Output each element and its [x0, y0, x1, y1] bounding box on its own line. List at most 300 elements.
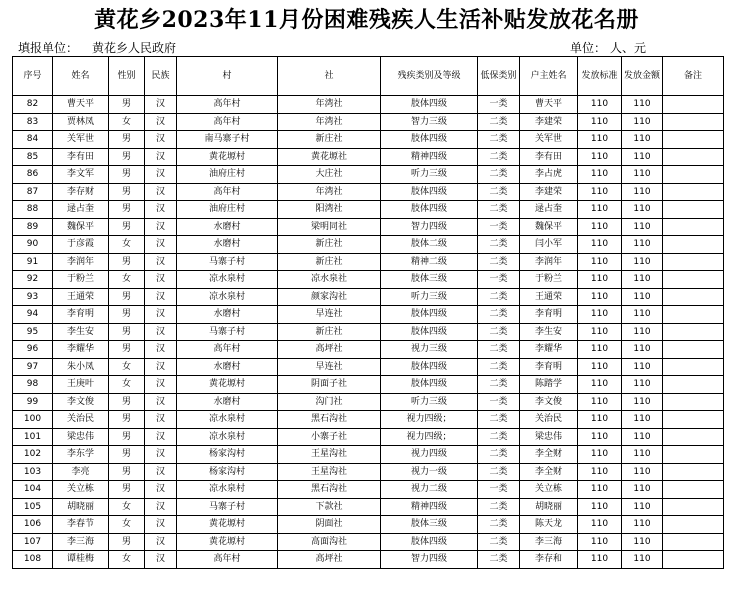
- cell-gender: 女: [109, 113, 145, 131]
- cell-remarks: [663, 288, 724, 306]
- cell-welfare-category: 二类: [478, 498, 520, 516]
- cell-village: 马寨子村: [177, 323, 278, 341]
- column-header-remarks: 备注: [663, 57, 724, 96]
- column-header-standard: 发放标准: [578, 57, 622, 96]
- cell-disability: 肢体四级: [381, 306, 478, 324]
- cell-index: 102: [13, 446, 53, 464]
- cell-welfare-category: 二类: [478, 131, 520, 149]
- cell-welfare-category: 二类: [478, 376, 520, 394]
- cell-name: 李育明: [53, 306, 109, 324]
- cell-disability: 视力一级: [381, 463, 478, 481]
- cell-ethnicity: 汉: [145, 446, 177, 464]
- cell-gender: 男: [109, 96, 145, 114]
- cell-amount: 110: [622, 446, 663, 464]
- cell-community: 王星沟社: [278, 446, 381, 464]
- cell-gender: 男: [109, 393, 145, 411]
- cell-amount: 110: [622, 551, 663, 569]
- cell-household-head: 胡晓丽: [520, 498, 578, 516]
- table-row: [13, 516, 724, 534]
- cell-community: 早连社: [278, 358, 381, 376]
- cell-disability: 视力四级；: [381, 411, 478, 429]
- cell-gender: 男: [109, 288, 145, 306]
- column-header-name: 姓名: [53, 57, 109, 96]
- cell-standard: 110: [578, 428, 622, 446]
- table-row: [13, 271, 724, 289]
- cell-household-head: 李全财: [520, 463, 578, 481]
- cell-welfare-category: 二类: [478, 428, 520, 446]
- cell-welfare-category: 二类: [478, 551, 520, 569]
- table-row: [13, 183, 724, 201]
- cell-welfare-category: 二类: [478, 201, 520, 219]
- cell-amount: 110: [622, 481, 663, 499]
- cell-amount: 110: [622, 358, 663, 376]
- cell-disability: 视力二级: [381, 481, 478, 499]
- cell-household-head: 李建荣: [520, 183, 578, 201]
- cell-standard: 110: [578, 498, 622, 516]
- cell-household-head: 李存和: [520, 551, 578, 569]
- cell-amount: 110: [622, 183, 663, 201]
- cell-remarks: [663, 148, 724, 166]
- cell-amount: 110: [622, 201, 663, 219]
- cell-gender: 男: [109, 323, 145, 341]
- cell-household-head: 李润年: [520, 253, 578, 271]
- cell-community: 阴面社: [278, 516, 381, 534]
- cell-village: 水磨村: [177, 236, 278, 254]
- table-row: [13, 551, 724, 569]
- cell-community: 凉水泉社: [278, 271, 381, 289]
- cell-index: 100: [13, 411, 53, 429]
- cell-welfare-category: 一类: [478, 481, 520, 499]
- cell-disability: 视力四级: [381, 446, 478, 464]
- cell-gender: 女: [109, 271, 145, 289]
- cell-village: 水磨村: [177, 218, 278, 236]
- cell-village: 马寨子村: [177, 253, 278, 271]
- cell-remarks: [663, 113, 724, 131]
- measurement-unit: [570, 40, 646, 56]
- cell-name: 李三海: [53, 533, 109, 551]
- cell-welfare-category: 二类: [478, 236, 520, 254]
- cell-standard: 110: [578, 218, 622, 236]
- cell-community: 早连社: [278, 306, 381, 324]
- cell-disability: 肢体三级: [381, 271, 478, 289]
- cell-disability: 智力四级: [381, 551, 478, 569]
- cell-ethnicity: 汉: [145, 428, 177, 446]
- cell-index: 86: [13, 166, 53, 184]
- cell-household-head: 陈踏学: [520, 376, 578, 394]
- cell-community: 年湾社: [278, 113, 381, 131]
- cell-welfare-category: 二类: [478, 446, 520, 464]
- cell-welfare-category: 二类: [478, 113, 520, 131]
- cell-village: 凉水泉村: [177, 411, 278, 429]
- cell-standard: 110: [578, 341, 622, 359]
- cell-gender: 男: [109, 306, 145, 324]
- cell-standard: 110: [578, 288, 622, 306]
- cell-remarks: [663, 551, 724, 569]
- cell-remarks: [663, 533, 724, 551]
- cell-index: 90: [13, 236, 53, 254]
- cell-index: 104: [13, 481, 53, 499]
- subsidy-table: [12, 56, 724, 569]
- cell-index: 99: [13, 393, 53, 411]
- cell-amount: 110: [622, 131, 663, 149]
- cell-welfare-category: 二类: [478, 463, 520, 481]
- cell-household-head: 关立栋: [520, 481, 578, 499]
- cell-village: 高年村: [177, 551, 278, 569]
- cell-amount: 110: [622, 288, 663, 306]
- cell-household-head: 关治民: [520, 411, 578, 429]
- cell-amount: 110: [622, 516, 663, 534]
- cell-household-head: 李生安: [520, 323, 578, 341]
- table-header: [13, 57, 724, 96]
- cell-household-head: 曹天平: [520, 96, 578, 114]
- table-row: [13, 481, 724, 499]
- cell-standard: 110: [578, 376, 622, 394]
- cell-village: 杨家沟村: [177, 446, 278, 464]
- cell-name: 朱小凤: [53, 358, 109, 376]
- cell-ethnicity: 汉: [145, 253, 177, 271]
- table-row: [13, 131, 724, 149]
- cell-remarks: [663, 236, 724, 254]
- table-row: [13, 253, 724, 271]
- cell-welfare-category: 二类: [478, 516, 520, 534]
- cell-gender: 男: [109, 463, 145, 481]
- cell-community: 新庄社: [278, 323, 381, 341]
- cell-community: 颜家沟社: [278, 288, 381, 306]
- cell-disability: 精神四级: [381, 498, 478, 516]
- cell-ethnicity: 汉: [145, 288, 177, 306]
- cell-welfare-category: 二类: [478, 288, 520, 306]
- cell-name: 李东学: [53, 446, 109, 464]
- cell-name: 李春节: [53, 516, 109, 534]
- table-row: [13, 113, 724, 131]
- cell-index: 98: [13, 376, 53, 394]
- cell-index: 108: [13, 551, 53, 569]
- cell-ethnicity: 汉: [145, 323, 177, 341]
- cell-community: 年湾社: [278, 96, 381, 114]
- cell-community: 大庄社: [278, 166, 381, 184]
- cell-name: 梁忠伟: [53, 428, 109, 446]
- cell-community: 黄花塬社: [278, 148, 381, 166]
- table-row: [13, 498, 724, 516]
- cell-remarks: [663, 306, 724, 324]
- column-header-gender: 性别: [109, 57, 145, 96]
- cell-household-head: 李耀华: [520, 341, 578, 359]
- column-header-household-head: 户主姓名: [520, 57, 578, 96]
- cell-remarks: [663, 481, 724, 499]
- cell-disability: 肢体四级: [381, 183, 478, 201]
- cell-household-head: 闫小军: [520, 236, 578, 254]
- cell-household-head: 于粉兰: [520, 271, 578, 289]
- cell-name: 于粉兰: [53, 271, 109, 289]
- cell-disability: 肢体四级: [381, 323, 478, 341]
- cell-remarks: [663, 253, 724, 271]
- column-header-index: 序号: [13, 57, 53, 96]
- cell-name: 关治民: [53, 411, 109, 429]
- cell-community: 下款社: [278, 498, 381, 516]
- cell-gender: 男: [109, 341, 145, 359]
- cell-village: 高年村: [177, 341, 278, 359]
- cell-gender: 男: [109, 428, 145, 446]
- cell-village: 凉水泉村: [177, 271, 278, 289]
- cell-ethnicity: 汉: [145, 411, 177, 429]
- cell-disability: 肢体四级: [381, 358, 478, 376]
- cell-welfare-category: 二类: [478, 323, 520, 341]
- cell-standard: 110: [578, 533, 622, 551]
- cell-remarks: [663, 166, 724, 184]
- column-header-ethnicity: 民族: [145, 57, 177, 96]
- cell-gender: 男: [109, 201, 145, 219]
- cell-ethnicity: 汉: [145, 306, 177, 324]
- cell-community: 王星沟社: [278, 463, 381, 481]
- cell-standard: 110: [578, 131, 622, 149]
- cell-ethnicity: 汉: [145, 148, 177, 166]
- cell-amount: 110: [622, 253, 663, 271]
- cell-welfare-category: 二类: [478, 306, 520, 324]
- cell-ethnicity: 汉: [145, 341, 177, 359]
- cell-remarks: [663, 393, 724, 411]
- cell-ethnicity: 汉: [145, 481, 177, 499]
- cell-disability: 精神四级: [381, 148, 478, 166]
- cell-name: 谭桂梅: [53, 551, 109, 569]
- cell-community: 高坪社: [278, 551, 381, 569]
- header-row: [13, 57, 724, 96]
- column-header-community: 社: [278, 57, 381, 96]
- cell-name: 李有田: [53, 148, 109, 166]
- cell-index: 94: [13, 306, 53, 324]
- cell-community: 新庄社: [278, 131, 381, 149]
- table-row: [13, 463, 724, 481]
- cell-index: 88: [13, 201, 53, 219]
- cell-ethnicity: 汉: [145, 131, 177, 149]
- cell-ethnicity: 汉: [145, 201, 177, 219]
- cell-index: 106: [13, 516, 53, 534]
- cell-community: 沟门社: [278, 393, 381, 411]
- cell-ethnicity: 汉: [145, 551, 177, 569]
- cell-welfare-category: 一类: [478, 96, 520, 114]
- column-header-disability: 残疾类别及等级: [381, 57, 478, 96]
- cell-ethnicity: 汉: [145, 96, 177, 114]
- cell-index: 101: [13, 428, 53, 446]
- cell-amount: 110: [622, 411, 663, 429]
- cell-household-head: 魏保平: [520, 218, 578, 236]
- cell-gender: 男: [109, 481, 145, 499]
- cell-remarks: [663, 96, 724, 114]
- cell-index: 105: [13, 498, 53, 516]
- cell-village: 黄花塬村: [177, 533, 278, 551]
- cell-welfare-category: 二类: [478, 358, 520, 376]
- cell-gender: 女: [109, 498, 145, 516]
- cell-standard: 110: [578, 236, 622, 254]
- cell-standard: 110: [578, 113, 622, 131]
- cell-amount: 110: [622, 271, 663, 289]
- cell-standard: 110: [578, 393, 622, 411]
- table-row: [13, 201, 724, 219]
- cell-gender: 女: [109, 358, 145, 376]
- column-header-village: 村: [177, 57, 278, 96]
- cell-name: 李润年: [53, 253, 109, 271]
- cell-standard: 110: [578, 253, 622, 271]
- column-header-amount: 发放金额: [622, 57, 663, 96]
- table-row: [13, 166, 724, 184]
- cell-remarks: [663, 498, 724, 516]
- table-row: [13, 411, 724, 429]
- cell-gender: 女: [109, 376, 145, 394]
- cell-standard: 110: [578, 411, 622, 429]
- cell-remarks: [663, 271, 724, 289]
- cell-index: 92: [13, 271, 53, 289]
- cell-village: 黄花塬村: [177, 376, 278, 394]
- cell-name: 逯占奎: [53, 201, 109, 219]
- cell-name: 关立栋: [53, 481, 109, 499]
- cell-remarks: [663, 183, 724, 201]
- cell-community: 高坪社: [278, 341, 381, 359]
- cell-amount: 110: [622, 533, 663, 551]
- cell-disability: 肢体四级: [381, 131, 478, 149]
- table-body: [13, 96, 724, 569]
- cell-ethnicity: 汉: [145, 113, 177, 131]
- cell-index: 93: [13, 288, 53, 306]
- cell-household-head: 李建荣: [520, 113, 578, 131]
- table-row: [13, 218, 724, 236]
- cell-village: 高年村: [177, 96, 278, 114]
- cell-village: 油府庄村: [177, 166, 278, 184]
- cell-index: 91: [13, 253, 53, 271]
- cell-remarks: [663, 446, 724, 464]
- cell-village: 凉水泉村: [177, 288, 278, 306]
- cell-gender: 女: [109, 516, 145, 534]
- cell-village: 凉水泉村: [177, 428, 278, 446]
- cell-gender: 男: [109, 446, 145, 464]
- table-row: [13, 288, 724, 306]
- page-title: 黄花乡2023年11月份困难残疾人生活补贴发放花名册: [94, 7, 639, 33]
- cell-index: 96: [13, 341, 53, 359]
- cell-disability: 肢体四级: [381, 533, 478, 551]
- cell-standard: 110: [578, 166, 622, 184]
- cell-name: 王庚叶: [53, 376, 109, 394]
- table-row: [13, 236, 724, 254]
- cell-amount: 110: [622, 96, 663, 114]
- cell-household-head: 逯占奎: [520, 201, 578, 219]
- cell-name: 李耀华: [53, 341, 109, 359]
- cell-amount: 110: [622, 498, 663, 516]
- cell-household-head: 李育明: [520, 358, 578, 376]
- cell-household-head: 王通荣: [520, 288, 578, 306]
- cell-remarks: [663, 376, 724, 394]
- cell-welfare-category: 二类: [478, 253, 520, 271]
- reporting-unit-label: 填报单位：: [18, 41, 79, 55]
- table-row: [13, 393, 724, 411]
- cell-household-head: 李三海: [520, 533, 578, 551]
- cell-community: 黑石沟社: [278, 481, 381, 499]
- cell-ethnicity: 汉: [145, 218, 177, 236]
- table-row: [13, 323, 724, 341]
- cell-village: 油府庄村: [177, 201, 278, 219]
- cell-village: 高年村: [177, 113, 278, 131]
- cell-welfare-category: 二类: [478, 166, 520, 184]
- reporting-unit: [18, 40, 176, 56]
- cell-amount: 110: [622, 376, 663, 394]
- cell-ethnicity: 汉: [145, 516, 177, 534]
- cell-name: 于彦霞: [53, 236, 109, 254]
- cell-amount: 110: [622, 236, 663, 254]
- cell-village: 南马寨子村: [177, 131, 278, 149]
- cell-disability: 视力四级；: [381, 428, 478, 446]
- cell-disability: 肢体二级: [381, 236, 478, 254]
- cell-amount: 110: [622, 463, 663, 481]
- cell-name: 胡晓丽: [53, 498, 109, 516]
- cell-household-head: 李占虎: [520, 166, 578, 184]
- cell-village: 黄花塬村: [177, 148, 278, 166]
- cell-standard: 110: [578, 446, 622, 464]
- cell-standard: 110: [578, 551, 622, 569]
- cell-community: 阴面子社: [278, 376, 381, 394]
- cell-name: 李文俊: [53, 393, 109, 411]
- cell-gender: 女: [109, 551, 145, 569]
- cell-household-head: 关军世: [520, 131, 578, 149]
- cell-name: 李存财: [53, 183, 109, 201]
- cell-gender: 男: [109, 131, 145, 149]
- cell-community: 新庄社: [278, 236, 381, 254]
- cell-standard: 110: [578, 201, 622, 219]
- cell-standard: 110: [578, 148, 622, 166]
- cell-disability: 智力三级: [381, 113, 478, 131]
- cell-name: 贾林凤: [53, 113, 109, 131]
- cell-community: 新庄社: [278, 253, 381, 271]
- cell-ethnicity: 汉: [145, 166, 177, 184]
- measurement-unit-label: 单位：: [570, 41, 607, 55]
- cell-amount: 110: [622, 148, 663, 166]
- cell-disability: 视力三级: [381, 341, 478, 359]
- cell-disability: 肢体四级: [381, 201, 478, 219]
- cell-remarks: [663, 131, 724, 149]
- cell-index: 103: [13, 463, 53, 481]
- cell-gender: 男: [109, 148, 145, 166]
- cell-remarks: [663, 358, 724, 376]
- cell-remarks: [663, 428, 724, 446]
- cell-standard: 110: [578, 516, 622, 534]
- cell-index: 89: [13, 218, 53, 236]
- cell-household-head: 陈天龙: [520, 516, 578, 534]
- cell-ethnicity: 汉: [145, 376, 177, 394]
- cell-standard: 110: [578, 306, 622, 324]
- cell-amount: 110: [622, 341, 663, 359]
- cell-welfare-category: 二类: [478, 148, 520, 166]
- cell-community: 高面沟社: [278, 533, 381, 551]
- cell-village: 水磨村: [177, 393, 278, 411]
- cell-welfare-category: 一类: [478, 271, 520, 289]
- cell-community: 年湾社: [278, 183, 381, 201]
- cell-name: 曹天平: [53, 96, 109, 114]
- table-row: [13, 376, 724, 394]
- cell-standard: 110: [578, 183, 622, 201]
- table-row: [13, 96, 724, 114]
- cell-name: 李文军: [53, 166, 109, 184]
- cell-welfare-category: 二类: [478, 183, 520, 201]
- cell-disability: 肢体三级: [381, 516, 478, 534]
- cell-amount: 110: [622, 323, 663, 341]
- cell-household-head: 李全财: [520, 446, 578, 464]
- cell-index: 107: [13, 533, 53, 551]
- cell-amount: 110: [622, 428, 663, 446]
- table-row: [13, 306, 724, 324]
- cell-index: 87: [13, 183, 53, 201]
- cell-household-head: 李育明: [520, 306, 578, 324]
- cell-index: 82: [13, 96, 53, 114]
- cell-disability: 智力四级: [381, 218, 478, 236]
- cell-standard: 110: [578, 358, 622, 376]
- table-row: [13, 341, 724, 359]
- cell-disability: 精神二级: [381, 253, 478, 271]
